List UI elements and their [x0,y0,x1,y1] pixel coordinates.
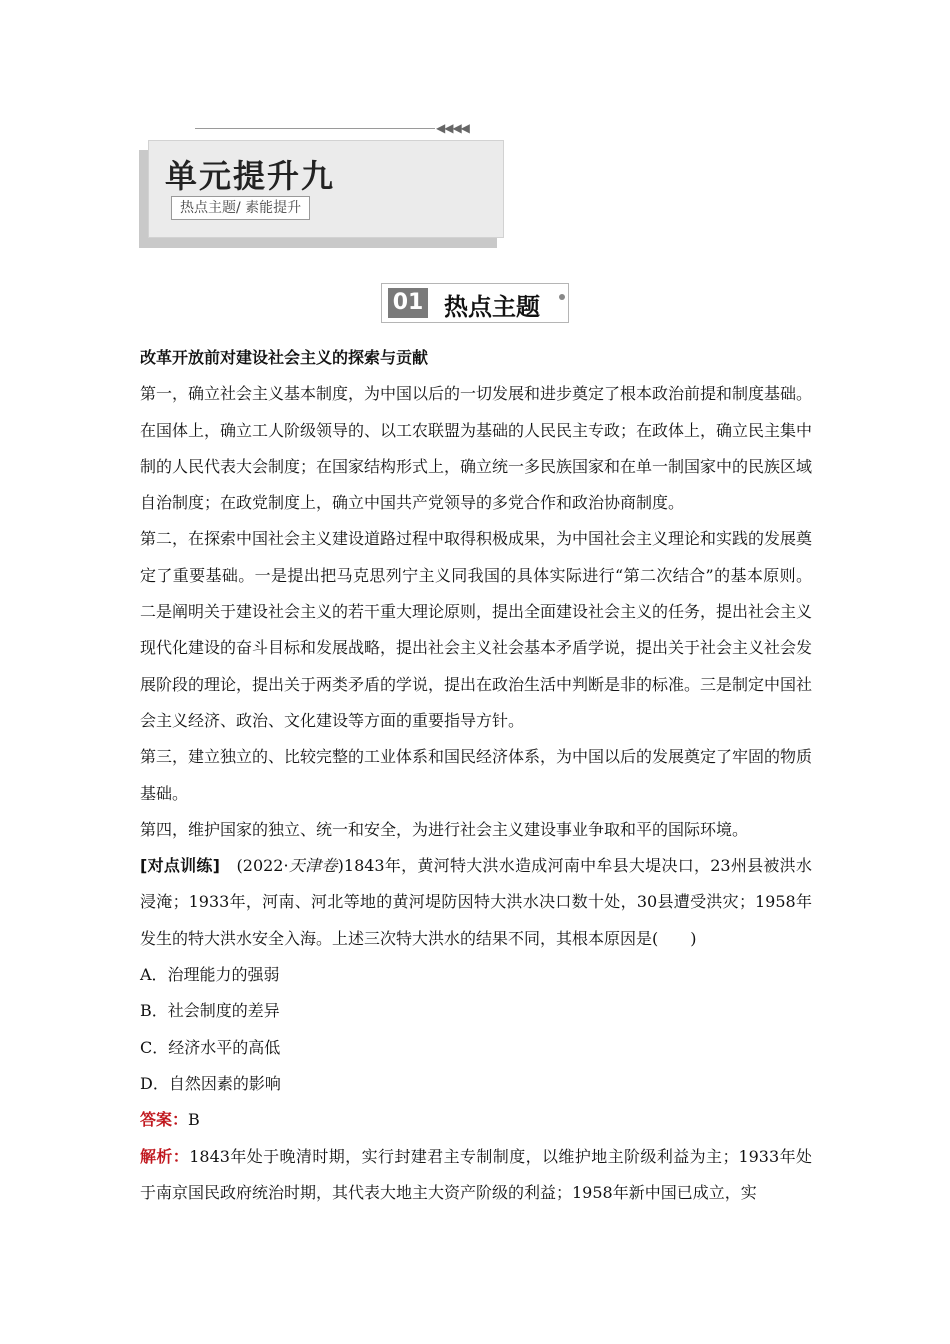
option-c: C．经济水平的高低 [140,1037,281,1057]
paragraph-2: 第二，在探索中国社会主义建设道路过程中取得积极成果，为中国社会主义理论和实践的发展奠定了重要基础。一是提出把马克思列宁主义同我国的具体实际进行“第二次结合”的基本原则。二是阐明关于建设社会主义的若干重大理论原则，提出全面建设社会主义的任务，提出社会主义现代化建设的奋斗目标和发展战略，提出社会主义社会基本矛盾学说，提出关于社会主义社会发展阶段的理论，提出关于两类矛盾的学说，提出在政治生活中判断是非的标准。三是制定中国社会主义经济、政治、文化建设等方面的重要指导方针。 [140,529,813,730]
answer-label: 答案： [140,1110,189,1130]
analysis-text: 1843年处于晚清时期，实行封建君主专制制度，以维护地主阶级利益为主；1933年处于南京国民政府统治时期，其代表大地主大资产阶级的利益；1958年新中国已成立，实 [140,1146,812,1202]
exercise-question [140,848,812,957]
dot-icon [559,294,565,300]
answer-value: B [188,1110,200,1130]
paragraph-4: 第四，维护国家的独立、统一和安全，为进行社会主义建设事业争取和平的国际环境。 [140,819,749,839]
answer-line [140,1102,812,1138]
arrows-icon: ◀◀◀◀ [436,121,469,135]
paragraph-3: 第三，建立独立的、比较完整的工业体系和国民经济体系，为中国以后的发展奠定了牢固的物质基础。 [140,747,813,803]
source-open: (2022· [236,856,289,876]
analysis-line [140,1139,812,1212]
unit-subtitle: 热点主题/ 素能提升 [171,196,310,220]
section-title: 热点主题 [444,293,540,321]
option-b: B．社会制度的差异 [140,1001,280,1021]
section-header [381,283,571,325]
source-name: 天津卷 [288,856,338,876]
analysis-label: 解析： [140,1146,190,1166]
source-close: ) [337,856,344,876]
banner-rule [195,128,435,129]
unit-title: 单元提升九 [165,157,336,195]
option-d: D．自然因素的影响 [140,1073,281,1093]
section-number: 01 [388,288,428,318]
exercise-tag: [对点训练] [140,856,220,876]
main-content [140,340,812,1211]
topic-heading: 改革开放前对建设社会主义的探索与贡献 [140,348,429,367]
question-text: 1843年，黄河特大洪水造成河南中牟县大堤决口，23州县被洪水浸淹；1933年，河南、河北等地的黄河堤防因特大洪水决口数十处，30县遭受洪灾；1958年发生的特大洪水安全入海。上述三次特大洪水的结果不同，其根本原因是( ) [140,856,812,948]
option-a: A．治理能力的强弱 [140,965,280,985]
paragraph-1: 第一，确立社会主义基本制度，为中国以后的一切发展和进步奠定了根本政治前提和制度基础。在国体上，确立工人阶级领导的、以工农联盟为基础的人民民主专政；在政体上，确立民主集中制的人民代表大会制度；在国家结构形式上，确立统一多民族国家和在单一制国家中的民族区域自治制度；在政党制度上，确立中国共产党领导的多党合作和政治协商制度。 [140,384,813,513]
